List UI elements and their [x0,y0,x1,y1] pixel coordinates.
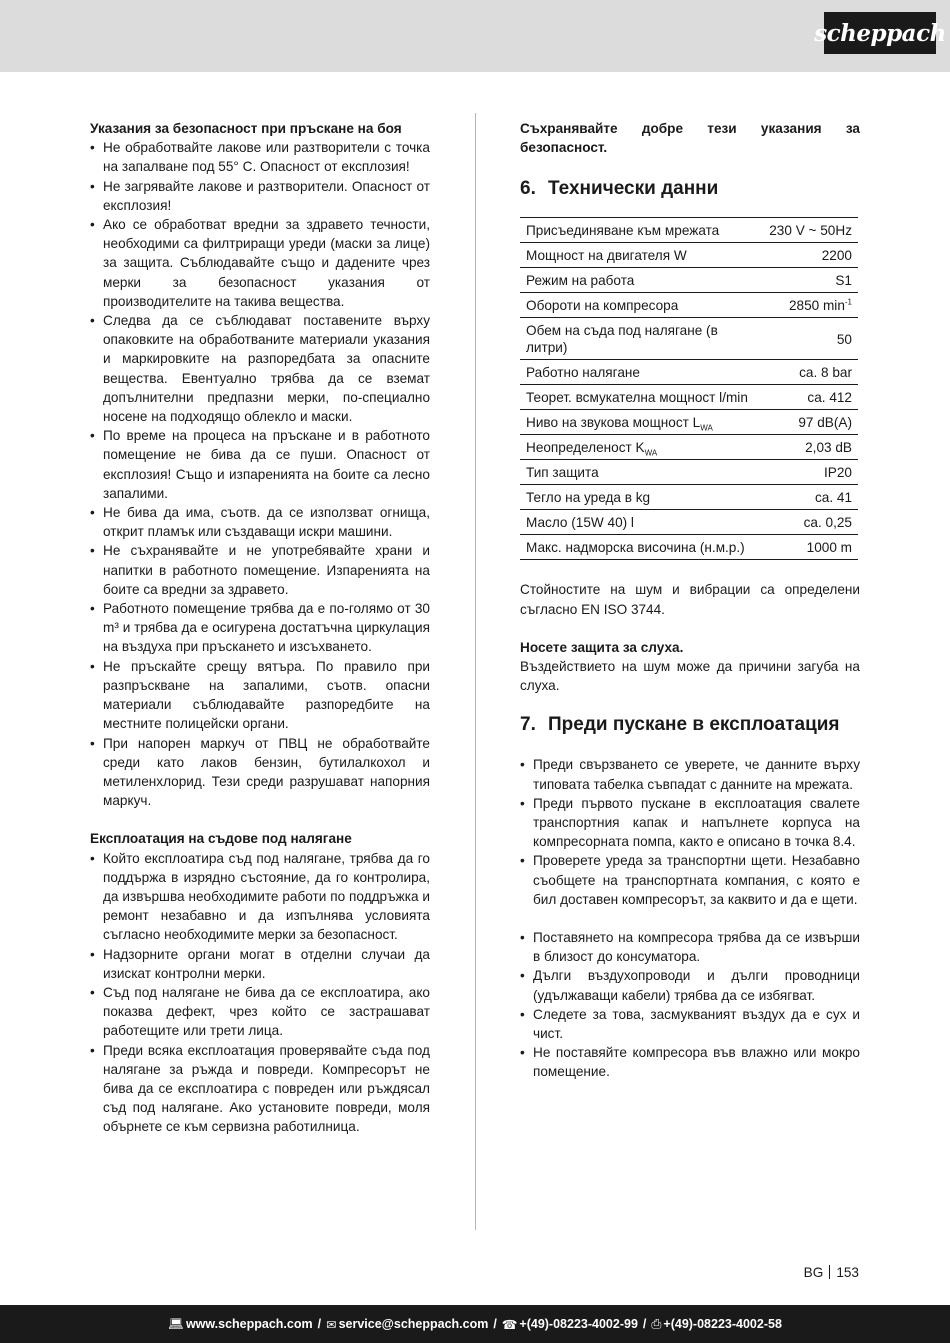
footer-phone: +(49)-08223-4002-99 [519,1317,638,1331]
label-text: Работно налягане [526,365,640,381]
value-text: S1 [835,273,852,289]
label-text: Тип защита [526,465,599,481]
label-text: Ниво на звукова мощност L [526,415,701,431]
list-item: • Не съхранявайте и не употребявайте храни и напитки в работното помещение. Изпаренията на боите са вредни за здравето. [90,541,430,599]
table-cell-label [520,218,763,243]
table-cell-label [520,485,763,510]
technical-data-table [520,217,858,560]
list-item: • Преди първото пускане в експлоатация свалете транспортния капак и напълнете корпуса на компресорната помпа, както е описано в точка 8.4. [520,794,860,852]
list-item: • Преди всяка експлоатация проверявайте съда под налягане за ръжда и повреди. Компресорът не бива да се експлоатира с повреден или ръждясал съд под налягане. Ако установите повреди, моля обърнете се към сервизна работилница. [90,1041,430,1137]
table-row [520,460,858,485]
fax-icon: ⎙︎ [651,1316,662,1331]
table-cell-label [520,435,763,460]
footer-fax: +(49)-08223-4002-58 [663,1317,782,1331]
heading-text: Преди пускане в експлоатация [548,714,840,736]
table-cell-label [520,535,763,560]
value-text: 230 V ~ 50Hz [769,223,852,239]
heading-text: Технически данни [548,178,719,200]
right-column [520,119,860,1082]
list-item: • Работното помещение трябва да е по-голямо от 30 m³ и трябва да е осигурена достатъчна циркулация на въздуха при пръскането и изсъхването. [90,599,430,657]
list-item: • Не пръскайте срещу вятъра. По правило при разпръскване на запалими, съотв. опасни материали съблюдавайте разпоредбите на местните полицейски органи. [90,657,430,734]
table-cell-value [763,293,858,318]
table-cell-label [520,293,763,318]
list-item: • Ако се обработват вредни за здравето течности, необходими са филтриращи уреди (маски за лице) за защита. Съблюдавайте също и дадените чрез мерки за безопасност указания от производителите на такива вещества. [90,215,430,311]
list-item: • Следва да се съблюдават поставените върху опаковките на обработваните материали указания и маркировките на разпоредбата за опасните вещества. Евентуално трябва да се вземат допълнителни предпазни мерки, по-специално носене на подходящо облекло и маски. [90,311,430,426]
keep-instructions-note: Съхранявайте добре тези указания за безопасност. [520,121,860,156]
footer-separator: / [493,1317,497,1331]
label-text: Неопределеност K [526,440,645,456]
label-text: Масло (15W 40) l [526,515,634,531]
before-start-list [520,755,860,909]
column-divider [475,113,476,1230]
value-text: 1000 m [806,540,852,556]
list-item: • Следете за това, засмукваният въздух да е сух и чист. [520,1005,860,1043]
table-row [520,510,858,535]
list-item: • Не обработвайте лакове или разтворители с точка на запалване под 55° С. Опасност от експлозия! [90,138,430,176]
table-cell-label [520,243,763,268]
left-column [90,119,430,1137]
header-band [0,0,950,72]
table-cell-label [520,318,763,360]
table-cell-label [520,460,763,485]
footer-website-link[interactable]: www.scheppach.com [185,1317,313,1331]
section-title-spray-safety: Указания за безопасност при пръскане на боя [90,121,402,136]
phone-icon: ☎︎ [501,1317,518,1332]
table-row [520,268,858,293]
list-item: • Дълги въздухопроводи и дълги проводници (удължаващи кабели) трябва да се избягват. [520,966,860,1004]
table-row [520,535,858,560]
list-item: • Не поставяйте компресора във влажно или мокро помещение. [520,1043,860,1081]
hearing-protection-title: Носете защита за слуха. [520,639,684,655]
table-cell-value [763,243,858,268]
value-text: ca. 41 [814,490,852,506]
pressure-vessels-list [90,849,430,1137]
placement-list [520,928,860,1082]
label-text: Мощност на двигателя W [526,248,687,264]
table-cell-value [763,460,858,485]
label-text: Обороти на компресора [526,298,679,314]
label-text: Режим на работа [526,273,635,289]
label-text: Тегло на уреда в kg [526,490,651,506]
table-row [520,385,858,410]
table-cell-value [763,218,858,243]
list-item: • Проверете уреда за транспортни щети. Незабавно съобщете на транспортната компания, с която е бил доставен компресорът, за каквито и да е щети. [520,851,860,909]
label-text: Присъединяване към мрежата [526,223,720,239]
value-text: IP20 [824,465,852,481]
value-text: 97 dB(A) [798,415,852,431]
value-text: 2,03 dB [805,440,852,456]
heading-before-start [520,713,860,737]
footer-contact-bar [0,1305,950,1343]
page-number-separator [829,1265,830,1279]
heading-technical-data [520,177,860,201]
label-subscript: WA [644,449,658,459]
table-cell-value [763,410,858,435]
value-superscript: -1 [844,297,852,307]
table-cell-value [763,435,858,460]
table-cell-value [763,385,858,410]
label-text: Теорет. всмукателна мощност l/min [526,390,748,406]
brand-logo: scheppach [824,12,936,54]
list-item: • Който експлоатира съд под налягане, трябва да го поддържа в изрядно състояние, да го контролира, да извършва необходимите работи по поддръжка и ремонт незабавно и да изпълнява условията съгласно необходимите мерки за безопасност. [90,849,430,945]
table-row [520,293,858,318]
footer-separator: / [642,1317,647,1331]
label-subscript: WA [700,424,713,434]
label-text: Макс. надморска височина (н.м.р.) [526,540,745,556]
page-number [804,1265,859,1280]
table-cell-value [763,510,858,535]
value-text: 50 [836,331,852,347]
heading-number: 6. [520,178,536,200]
heading-number: 7. [520,714,536,736]
table-cell-value [763,268,858,293]
list-item: • Съд под налягане не бива да се експлоатира, ако показва дефект, чрез който се застрашават работещите или трети лица. [90,983,430,1041]
list-item: • При напорен маркуч от ПВЦ не обработвайте среди като лаков бензин, бутилалкохол и метиленхлорид. Тези среди разрушават напорния маркуч. [90,734,430,811]
list-item: • По време на процеса на пръскане и в работното помещение не бива да се пуши. Опасност от експлозия! Също и изпаренията на боите са лесно запалими. [90,426,430,503]
value-text: 2850 min [788,298,845,314]
table-row [520,410,858,435]
table-row [520,360,858,385]
value-text: ca. 412 [807,390,852,406]
list-item: • Не бива да има, съотв. да се използват огнища, открит пламък или създаващи искри машини. [90,503,430,541]
noise-values-note: Стойностите на шум и вибрации са определени съгласно EN ISO 3744. [520,582,860,617]
table-row [520,218,858,243]
table-cell-label [520,510,763,535]
hearing-protection-text: Въздействието на шум може да причини загуба на слуха. [520,659,860,694]
table-row [520,435,858,460]
page-number-value: 153 [836,1265,859,1280]
table-row [520,243,858,268]
value-text: ca. 8 bar [799,365,852,381]
value-text: ca. 0,25 [803,515,852,531]
list-item: • Не загрявайте лакове и разтворители. Опасност от експлозия! [90,177,430,215]
list-item: • Надзорните органи могат в отделни случаи да изискат контролни мерки. [90,945,430,983]
table-row [520,318,858,360]
table-row [520,485,858,510]
list-item: • Преди свързването се уверете, че данните върху типовата табелка съвпадат с данните на мрежата. [520,755,860,793]
table-cell-value [763,360,858,385]
value-text: 2200 [821,248,852,264]
envelope-icon: ✉︎ [326,1317,337,1332]
table-cell-label [520,268,763,293]
table-cell-value [763,485,858,510]
footer-separator: / [317,1317,322,1331]
table-cell-label [520,385,763,410]
table-cell-label [520,410,763,435]
page-language: BG [803,1265,824,1280]
table-cell-label [520,360,763,385]
section-title-pressure-vessels: Експлоатация на съдове под налягане [90,831,352,847]
table-cell-value [763,318,858,360]
label-text: Обем на съда под налягане (в литри) [526,323,718,356]
footer-email-link[interactable]: service@scheppach.com [338,1317,489,1331]
monitor-icon: 💻︎ [168,1316,184,1331]
table-cell-value [763,535,858,560]
list-item: • Поставянето на компресора трябва да се извърши в близост до консуматора. [520,928,860,966]
spray-safety-list [90,138,430,810]
